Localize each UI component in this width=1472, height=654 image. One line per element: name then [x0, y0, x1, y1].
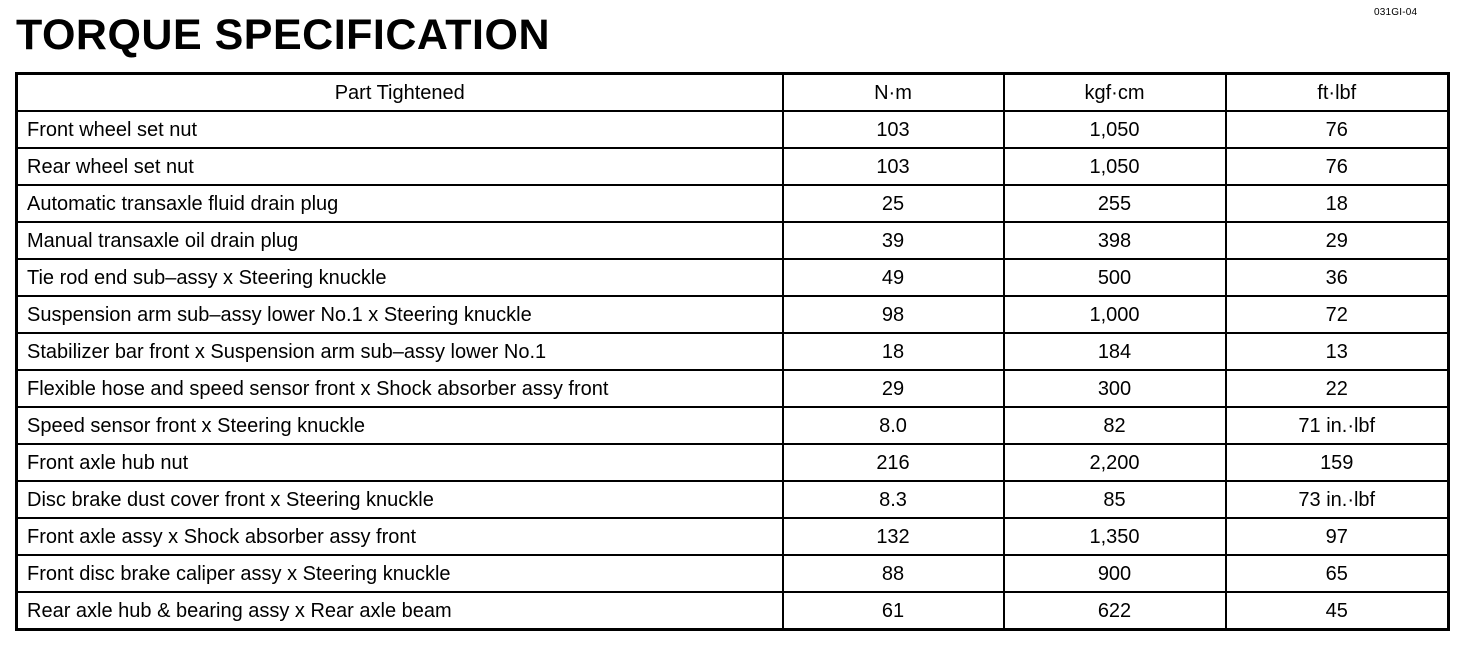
cell-nm: 98 — [783, 296, 1004, 333]
cell-part-tightened: Stabilizer bar front x Suspension arm sub–assy lower No.1 — [17, 333, 783, 370]
table-row — [17, 555, 1449, 592]
cell-part-tightened: Disc brake dust cover front x Steering knuckle — [17, 481, 783, 518]
cell-kgf-cm: 900 — [1004, 555, 1226, 592]
cell-nm: 49 — [783, 259, 1004, 296]
cell-ft-lbf: 22 — [1226, 370, 1449, 407]
cell-part-tightened: Tie rod end sub–assy x Steering knuckle — [17, 259, 783, 296]
table-row — [17, 407, 1449, 444]
document-id: 031GI-04 — [1374, 7, 1418, 18]
cell-nm: 103 — [783, 111, 1004, 148]
page-title: TORQUE SPECIFICATION — [16, 11, 550, 59]
cell-ft-lbf: 65 — [1226, 555, 1449, 592]
header-kgf-cm: kgf·cm — [1004, 74, 1226, 112]
cell-kgf-cm: 82 — [1004, 407, 1226, 444]
cell-part-tightened: Suspension arm sub–assy lower No.1 x Steering knuckle — [17, 296, 783, 333]
cell-ft-lbf: 45 — [1226, 592, 1449, 630]
table-row — [17, 111, 1449, 148]
header-part-tightened: Part Tightened — [17, 74, 783, 112]
table-row — [17, 370, 1449, 407]
cell-kgf-cm: 398 — [1004, 222, 1226, 259]
table-row — [17, 333, 1449, 370]
cell-kgf-cm: 2,200 — [1004, 444, 1226, 481]
cell-ft-lbf: 73 in.·lbf — [1226, 481, 1449, 518]
cell-nm: 29 — [783, 370, 1004, 407]
cell-kgf-cm: 622 — [1004, 592, 1226, 630]
cell-ft-lbf: 71 in.·lbf — [1226, 407, 1449, 444]
cell-nm: 88 — [783, 555, 1004, 592]
cell-ft-lbf: 18 — [1226, 185, 1449, 222]
cell-part-tightened: Manual transaxle oil drain plug — [17, 222, 783, 259]
cell-ft-lbf: 97 — [1226, 518, 1449, 555]
table-row — [17, 296, 1449, 333]
cell-ft-lbf: 36 — [1226, 259, 1449, 296]
table-row — [17, 592, 1449, 630]
cell-part-tightened: Front axle hub nut — [17, 444, 783, 481]
cell-kgf-cm: 500 — [1004, 259, 1226, 296]
cell-kgf-cm: 1,000 — [1004, 296, 1226, 333]
table-row — [17, 222, 1449, 259]
table-row — [17, 518, 1449, 555]
table-body — [17, 111, 1449, 630]
cell-nm: 25 — [783, 185, 1004, 222]
cell-ft-lbf: 159 — [1226, 444, 1449, 481]
cell-kgf-cm: 1,350 — [1004, 518, 1226, 555]
cell-part-tightened: Front axle assy x Shock absorber assy front — [17, 518, 783, 555]
cell-kgf-cm: 255 — [1004, 185, 1226, 222]
cell-kgf-cm: 1,050 — [1004, 148, 1226, 185]
cell-part-tightened: Rear wheel set nut — [17, 148, 783, 185]
cell-kgf-cm: 85 — [1004, 481, 1226, 518]
cell-part-tightened: Front wheel set nut — [17, 111, 783, 148]
cell-nm: 8.0 — [783, 407, 1004, 444]
cell-part-tightened: Speed sensor front x Steering knuckle — [17, 407, 783, 444]
cell-nm: 216 — [783, 444, 1004, 481]
table-row — [17, 481, 1449, 518]
cell-kgf-cm: 1,050 — [1004, 111, 1226, 148]
cell-nm: 61 — [783, 592, 1004, 630]
table-row — [17, 259, 1449, 296]
table-header-row — [17, 74, 1449, 112]
cell-nm: 8.3 — [783, 481, 1004, 518]
cell-part-tightened: Rear axle hub & bearing assy x Rear axle beam — [17, 592, 783, 630]
cell-nm: 18 — [783, 333, 1004, 370]
cell-part-tightened: Automatic transaxle fluid drain plug — [17, 185, 783, 222]
cell-kgf-cm: 184 — [1004, 333, 1226, 370]
table-row — [17, 185, 1449, 222]
cell-kgf-cm: 300 — [1004, 370, 1226, 407]
cell-ft-lbf: 76 — [1226, 111, 1449, 148]
header-ft-lbf: ft·lbf — [1226, 74, 1449, 112]
cell-ft-lbf: 29 — [1226, 222, 1449, 259]
cell-nm: 103 — [783, 148, 1004, 185]
torque-spec-table — [15, 72, 1450, 631]
cell-ft-lbf: 13 — [1226, 333, 1449, 370]
cell-nm: 39 — [783, 222, 1004, 259]
cell-part-tightened: Flexible hose and speed sensor front x Shock absorber assy front — [17, 370, 783, 407]
cell-ft-lbf: 72 — [1226, 296, 1449, 333]
cell-ft-lbf: 76 — [1226, 148, 1449, 185]
table-row — [17, 444, 1449, 481]
cell-part-tightened: Front disc brake caliper assy x Steering knuckle — [17, 555, 783, 592]
cell-nm: 132 — [783, 518, 1004, 555]
header-nm: N·m — [783, 74, 1004, 112]
table-row — [17, 148, 1449, 185]
